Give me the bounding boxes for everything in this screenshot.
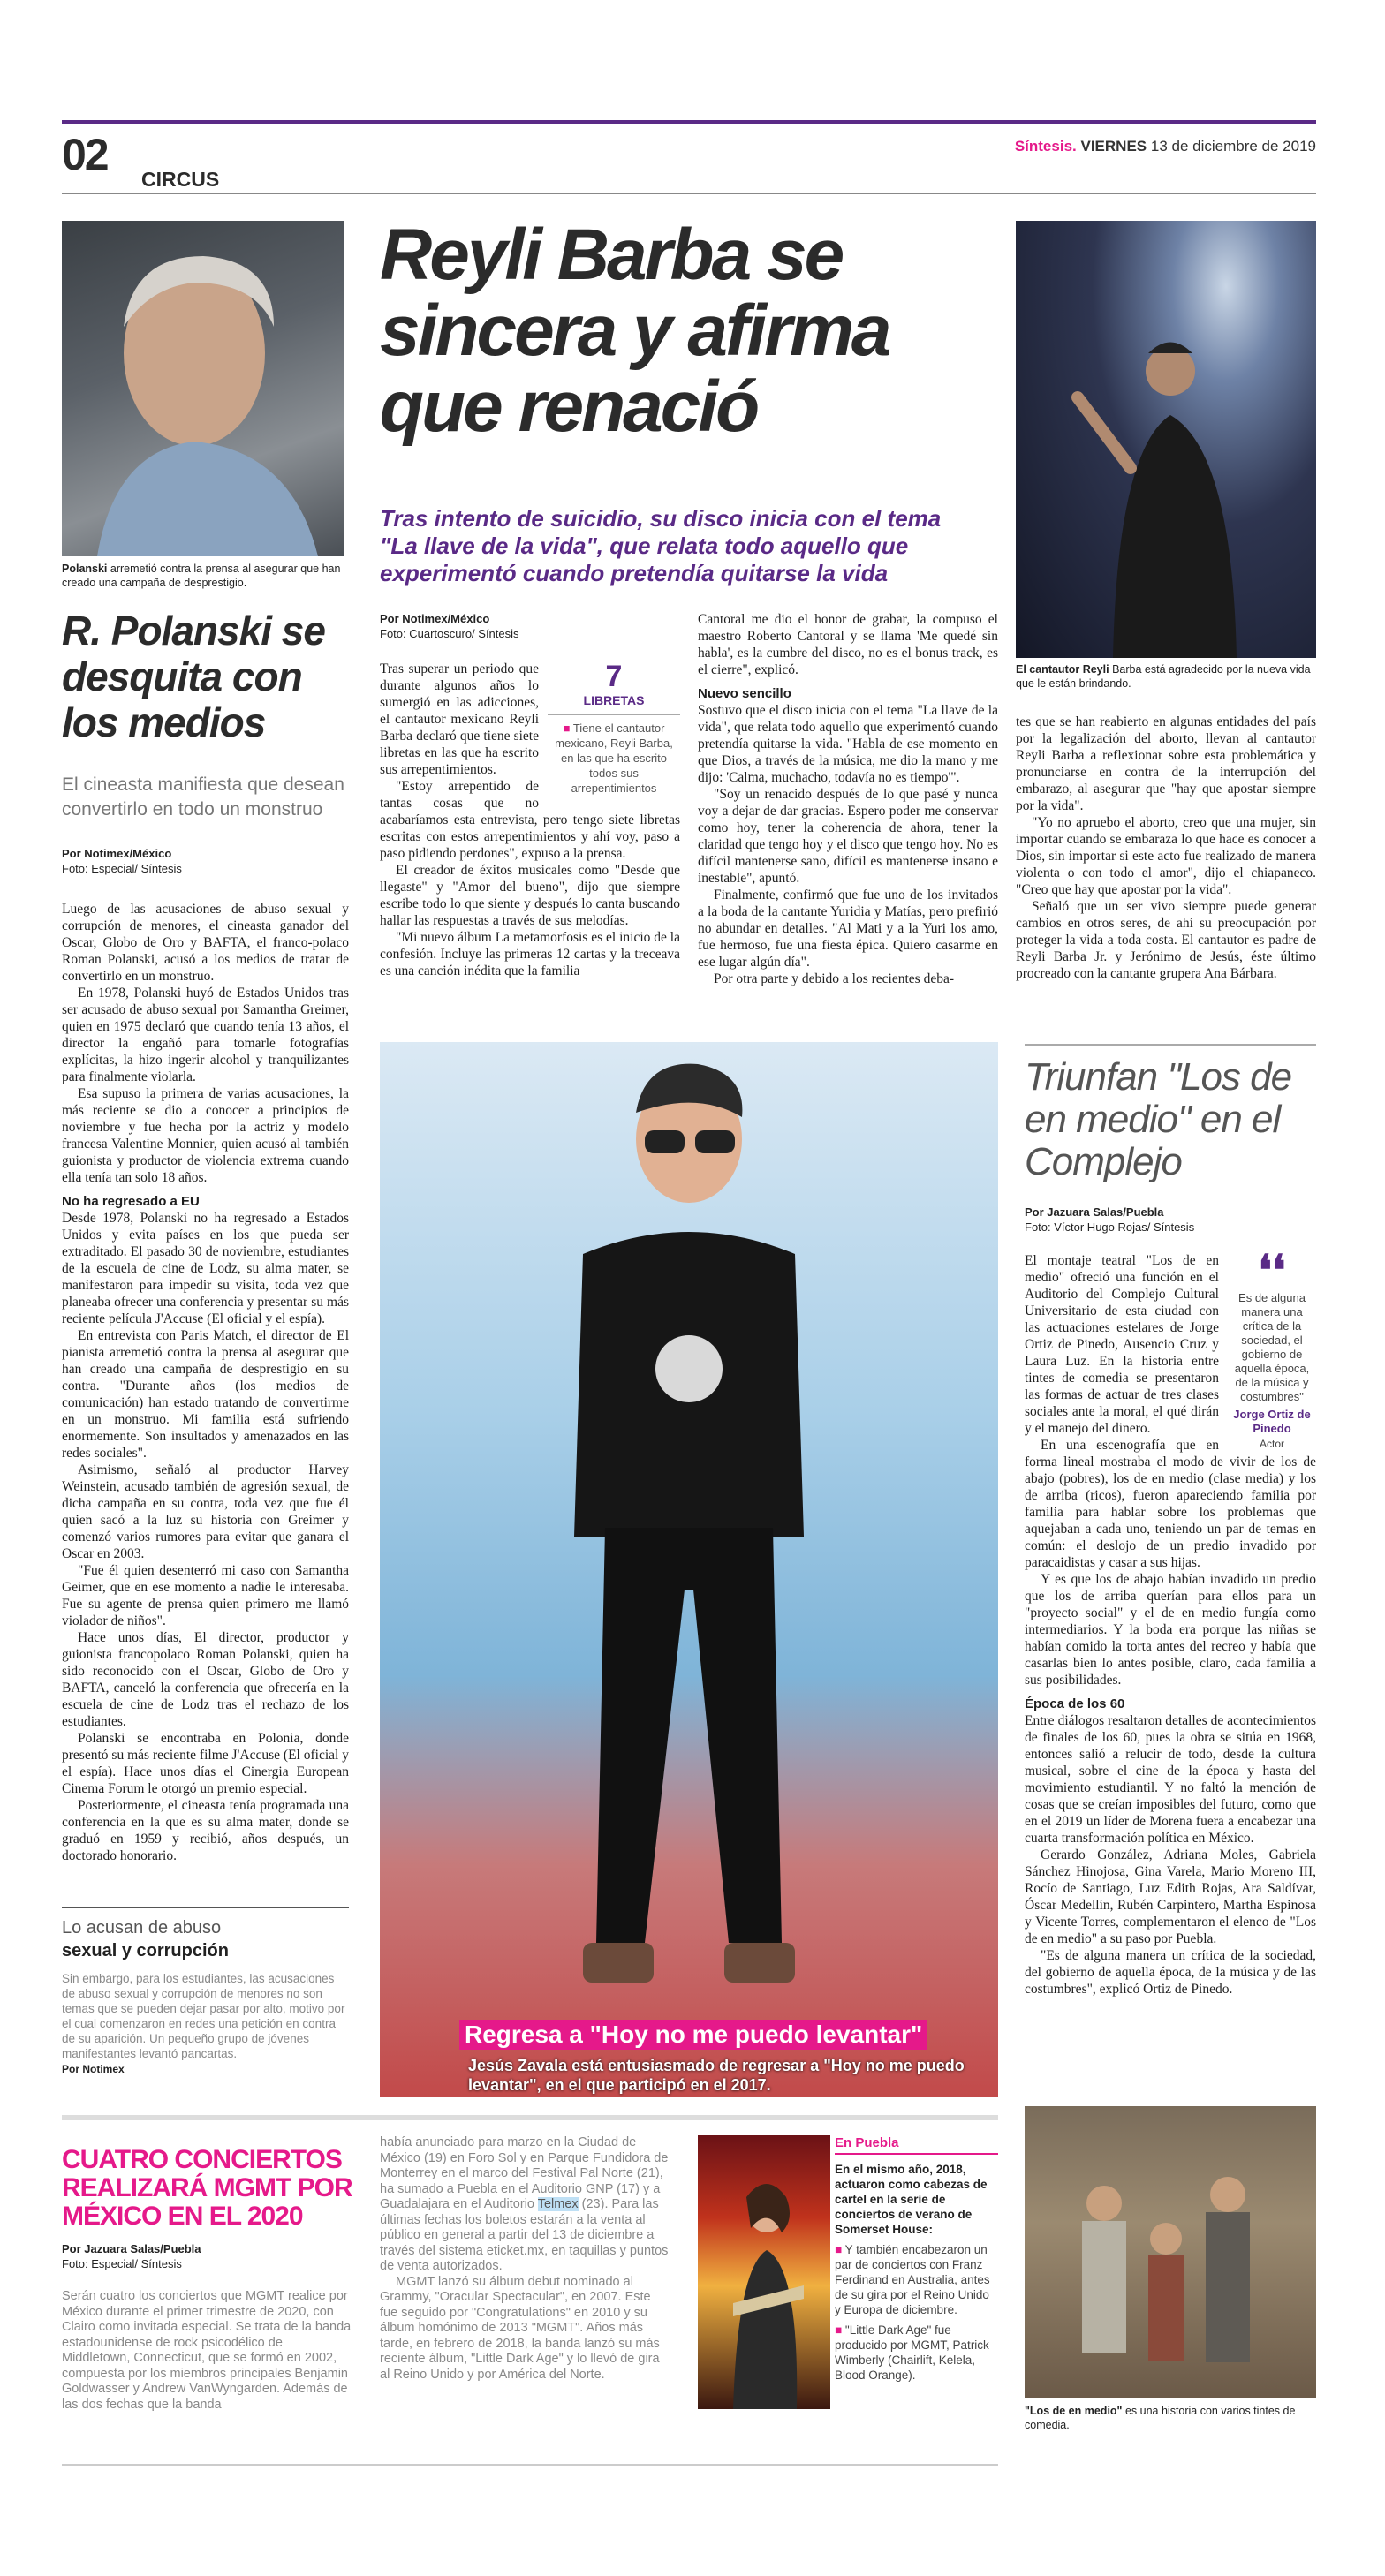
paragraph: En entrevista con Paris Match, el director de El pianista arremetió contra la prensa al asegurar que han creado una campaña de desprestigio en su contra. "Durante años (los medios de comunicación) han estado tratando de convertirme en un monstruo. Mi familia está sufriendo enormemente. Son insultados y amenazados en las redes sociales". xyxy=(62,1328,349,1461)
quote-box xyxy=(1228,1248,1316,1453)
paragraph: "Yo no apruebo el aborto, creo que una mujer, sin importar cuando se embaraza lo que hace es conocer a Dios, sin importar si este acto fue realizado de manera violenta o con todo el amor", dijo el chiapaneco. "Creo que hay que apostar por la vida". xyxy=(1016,815,1316,897)
paragraph: Asimismo, señaló al productor Harvey Weinstein, acusado también de agresión sexual, de dicha campaña en su contra, toda vez que fue él quien sacó a la luz su historia con Greimer y comenzó varios rumores para evitar que ganara el Oscar en 2003. xyxy=(62,1462,349,1561)
caption-text: arremetió contra la prensa al asegurar que han creado una campaña de desprestigio. xyxy=(62,563,341,589)
paragraph: Finalmente, confirmó que fue uno de los invitados a la boda de la cantante Yuridia y Matías, pero prefirió no abundar en detalles. "Al Mati y a la Yuri los amo, fue hermoso, fue una fiesta épica. Quiero casarme en ese lugar algún día". xyxy=(698,888,998,970)
reyli-col3 xyxy=(1016,714,1316,982)
byline-author: Por Notimex/México xyxy=(380,612,490,625)
triunfan-photo xyxy=(1025,2106,1316,2398)
header-date-line xyxy=(963,138,1316,155)
byline-photo: Foto: Especial/ Síntesis xyxy=(62,2257,182,2270)
paragraph: El montaje teatral "Los de en medio" ofreció una función en el Auditorio del Complejo Cultural Universitario de esta ciudad con las actuaciones estelares de Jorge Ortiz de Pinedo, Ausencio Cruz y Laura Luz. En la historia entre tintes de comedia se presentaron las formas de actuar de tres clases sociales ante la moral, el qué dirán y el manejo del dinero. xyxy=(1025,1253,1219,1436)
mgmt-photo xyxy=(698,2135,830,2409)
paragraph: Hace unos días, El director, productor y guionista francopolaco Roman Polanski, quien ha sido reconocido con el Oscar, Globo de Oro y BAFTA, canceló la conferencia que ofrecería en la escuela de cine de Lodz tras el rechazo de los estudiantes. xyxy=(62,1630,349,1729)
byline-photo: Foto: Víctor Hugo Rojas/ Síntesis xyxy=(1025,1220,1195,1234)
paragraph: "Estoy arrepentido de tantas cosas que no acabaríamos esta entrevista, pero tengo siete libretas escritas con estos arrepentimientos y ahí voy, paso a paso pidiendo perdones", expuso a la prensa. xyxy=(380,779,680,861)
mgmt-col2-text: (23). Para las últimas fechas los boletos estarán a la venta al público en general a partir del 13 de diciembre a través del sistema eticket.mx, en taquillas y puntos de venta autorizados. xyxy=(380,2197,669,2273)
libretas-callout xyxy=(548,661,680,796)
mgmt-col2-text: había anunciado para marzo en la Ciudad de México (19) en Foro Sol y en Parque Fundidora de Monterrey en el marco del Festival Pal Norte (21), ha sumado a Puebla en el Auditorio GNP (17) y a Guadalajara en el Auditorio xyxy=(380,2135,669,2211)
caption-bold: El cantautor Reyli xyxy=(1016,663,1109,676)
byline-author: Por Jazuara Salas/Puebla xyxy=(62,2242,201,2255)
paragraph: Polanski se encontraba en Polonia, donde presentó su más reciente filme J'Accuse (El oficial y el espía). Hace unos días el Cinergia European Cinema Forum le otorgó un premio especial. xyxy=(62,1731,349,1796)
reyli-col2 xyxy=(698,611,998,987)
paragraph: Posteriormente, el cineasta tenía programada una conferencia en la que es su alma mater, donde se graduó en 1959 y recibió, años después, un doctorado honorario. xyxy=(62,1798,349,1863)
subhead: Época de los 60 xyxy=(1025,1696,1125,1711)
top-rule xyxy=(62,120,1316,124)
polanski-photo-caption xyxy=(62,562,344,590)
paragraph: "Es de alguna manera un crítica de la sociedad, del gobierno de aquella época, de la música y de las costumbres", explicó Ortiz de Pinedo. xyxy=(1025,1948,1316,1997)
polanski-byline xyxy=(62,846,353,876)
paragraph: "Soy un renacido después de lo que pasé y nunca voy a dejar de dar gracias. Espero poder me conservar como hoy, tener la coherencia de ahora, tener la claridad que tengo hoy y el disco que tengo hoy. No es difícil mantenerse sano, difícil es mantenerse insano e inestable", apuntó. xyxy=(698,787,998,886)
bullet-icon: ■ xyxy=(563,721,573,735)
mgmt-byline xyxy=(62,2241,353,2271)
caption-text: es una historia con varios tintes de comedia. xyxy=(1025,2405,1296,2431)
quote-author: Jorge Ortiz de Pinedo xyxy=(1233,1408,1311,1435)
mgmt-headline: CUATRO CONCIERTOS REALIZARÁ MGMT POR MÉXICO EN EL 2020 xyxy=(62,2145,352,2231)
polanski-deck: El cineasta manifiesta que desean convertirlo en todo un monstruo xyxy=(62,774,344,820)
paragraph: Cantoral me dio el honor de grabar, la compuso el maestro Roberto Cantoral y se llama 'Me quedé sin habla', es la cumbre del disco, no es el bonus track, es el cierre", explicó. xyxy=(698,612,998,677)
sidebar-heading-bold: sexual y corrupción xyxy=(62,1941,229,1960)
sidebar-text: Sin embargo, para los estudiantes, las acusaciones de abuso sexual y corrupción de menores no son temas que se pueden dejar pasar por alto, motivo por el cual comenzaron en redes una petición en contra de su aparición. Un pequeño grupo de jóvenes manifestantes levantó pancartas. xyxy=(62,1972,345,2060)
box-lead: En el mismo año, 2018, actuaron como cabezas de cartel en la serie de conciertos de verano de Somerset House: xyxy=(835,2163,988,2236)
sidebar-heading-light: Lo acusan de abuso xyxy=(62,1918,222,1938)
byline-author: Por Notimex/México xyxy=(62,847,172,860)
reyli-photo xyxy=(1016,221,1316,658)
quote-role: Actor xyxy=(1259,1438,1284,1450)
zavala-photo xyxy=(380,1042,998,2097)
subhead: Nuevo sencillo xyxy=(698,686,791,701)
paragraph: "Fue él quien desenterró mi caso con Samantha Geimer, que en ese momento a nadie le interesaba. Fue su agente de prensa quien primero me llamó violador de niños". xyxy=(62,1563,349,1628)
subhead: No ha regresado a EU xyxy=(62,1194,200,1209)
zavala-caption-text: Jesús Zavala está entusiasmado de regresar a "Hoy no me puedo levantar", en el que participó en el 2017. xyxy=(468,2057,965,2094)
caption-bold: Polanski xyxy=(62,563,108,575)
mgmt-col2 xyxy=(380,2135,671,2383)
en-puebla-box xyxy=(835,2135,998,2383)
bullet-text: Y también encabezaron un par de conciertos con Franz Ferdinand en Australia, antes de su gira por el Reino Unido y Europa de diciembre. xyxy=(835,2243,990,2316)
header-day: VIERNES xyxy=(1080,138,1147,155)
quote-icon: ❛❛ xyxy=(1258,1248,1286,1295)
byline-photo: Foto: Cuartoscuro/ Síntesis xyxy=(380,627,519,640)
reyli-headline: Reyli Barba se sincera y afirma que renació xyxy=(380,215,889,447)
paragraph: Tras superar un periodo que durante algunos años lo sumergió en las adicciones, el cantautor mexicano Reyli Barba declaró que tiene siete libretas en las que ha escrito sus arrepentimientos. xyxy=(380,661,539,777)
caption-text: Barba está agradecido por la nueva vida que le están brindando. xyxy=(1016,663,1311,690)
triunfan-photo-caption xyxy=(1025,2404,1316,2432)
footer-rule xyxy=(62,2464,998,2466)
triunfan-body xyxy=(1025,1248,1316,1998)
zavala-caption-title: Regresa a "Hoy no me puedo levantar" xyxy=(459,2020,927,2050)
paragraph: El creador de éxitos musicales como "Desde que llegaste" y "Amor del bueno", dijo que siempre escribe todo lo que siente y después lo canta buscando hallar las respuestas a través de sus melodías. xyxy=(380,863,680,928)
sidebar-byline: Por Notimex xyxy=(62,2063,125,2075)
page-number: 02 xyxy=(62,130,108,179)
paragraph: En una escenografía que en forma lineal mostraba el modo de vivir de los de abajo (pobres), los de en medio (clase media) y los de arriba (ricos), fueron apareciendo familia por familia para hablar sobre los problemas que aquejaban a cada uno, teniendo un par de temas en común: el deslojo de un predio invadido por paracaidistas y casar a sus hijas. xyxy=(1025,1438,1316,1570)
telmex-highlight: Telmex xyxy=(537,2197,579,2211)
box-title: En Puebla xyxy=(835,2135,998,2155)
reyli-photo-caption xyxy=(1016,662,1316,691)
polanski-headline: R. Polanski se desquita con los medios xyxy=(62,608,325,745)
callout-number: 7 xyxy=(605,660,623,693)
paragraph: Entre diálogos resaltaron detalles de acontecimientos de finales de los 60, pues la obra se sitúa en 1968, entonces salió a relucir de todo, desde la cultura musical, sobre el cine de la época y hasta del movimiento estudiantil. Y no faltó la mención de cosas que se creían imposibles del futuro, como que en el 2019 un líder de Morena fuera a encabezar una cuarta transformación política en México. xyxy=(1025,1713,1316,1846)
paragraph: "Mi nuevo álbum La metamorfosis es el inicio de la confesión. Incluye las primeras 12 cartas y la treceava es una canción inédita que la familia xyxy=(380,930,680,978)
paragraph: Gerardo González, Adriana Moles, Gabriela Sánchez Hinojosa, Gina Varela, Mario Moreno III, Rocío de Santiago, Luz Edith Rojas, Ara Saldívar, Óscar Medellín, Rubén Carpintero, Martha Espinosa y Vicente Torres, complementaron el elenco de "Los de en medio" a su paso por Puebla. xyxy=(1025,1847,1316,1946)
polanski-body xyxy=(62,901,349,1864)
paragraph: Luego de las acusaciones de abuso sexual y corrupción de menores, el cineasta ganador del Oscar, Globo de Oro y BAFTA, el franco-polaco Roman Polanski, acusó a los medios de tratar de convertirlo en un monstruo. xyxy=(62,902,349,984)
triunfan-rule xyxy=(1025,1044,1316,1046)
caption-bold: "Los de en medio" xyxy=(1025,2405,1123,2417)
bullet-icon: ■ xyxy=(835,2323,845,2337)
paragraph: En 1978, Polanski huyó de Estados Unidos tras ser acusado de abuso sexual por Samantha Greimer, quien en 1975 declaró que cuando tenía 13 años, el director la engañó para tomarle fotografías explícitas, la hizo ingerir alcohol y tranquilizantes para finalmente violarla. xyxy=(62,986,349,1084)
mgmt-rule xyxy=(62,2115,998,2120)
sidebar-rule xyxy=(62,1907,349,1908)
mgmt-col1: Serán cuatro los conciertos que MGMT realice por México durante el primer trimestre de 2020, con Clairo como invitada especial. Se trata de la banda estadounidense de rock psicodélico de Middletown, Connecticut, que se formó en 2002, compuesta por los miembros principales Benjamin Goldwasser y Andrew VanWyngarden. Además de las dos fechas que la banda xyxy=(62,2289,352,2412)
byline-author: Por Jazuara Salas/Puebla xyxy=(1025,1205,1164,1219)
paragraph: tes que se han reabierto en algunas entidades del país por la legalización del aborto, llevan al cantautor Reyli Barba a reflexionar sobre esta problemática y pronunciarse en contra de la interrupción del embarazo, al asegurar que "hay que apostar siempre por la vida". xyxy=(1016,714,1316,813)
box-bullet xyxy=(835,2242,998,2317)
callout-text: Tiene el cantautor mexicano, Reyli Barba, en las que ha escrito todos sus arrepentimientos xyxy=(555,721,673,795)
mgmt-col2-para: MGMT lanzó su álbum debut nominado al Grammy, "Oracular Spectacular", en 2007. Este fue seguido por "Congratulations" en 2010 y su álbum homónimo de 2013 "MGMT". Años más tarde, en febrero de 2018, la banda lanzó su más reciente álbum, "Little Dark Age" y lo llevó de gira al Reino Unido y por América del Norte. xyxy=(380,2274,660,2382)
paragraph: Y es que los de abajo habían invadido un predio que los de arriba querían para ellos para un "proyecto social" y el de en medio fungía como intermediarios. Y la boda era porque las niñas se habían comido la torta antes del recreo y había que casarlas bien lo antes posible, claro, cada familia a sus posibilidades. xyxy=(1025,1572,1316,1688)
box-bullet xyxy=(835,2323,998,2383)
paragraph: Por otra parte y debido a los recientes deba- xyxy=(714,971,955,986)
byline-photo: Foto: Especial/ Síntesis xyxy=(62,862,182,875)
header-rule xyxy=(62,193,1316,194)
brand-name: Síntesis. xyxy=(1014,138,1077,155)
reyli-byline xyxy=(380,611,645,641)
reyli-deck: Tras intento de suicidio, su disco inicia con el tema "La llave de la vida", que relata todo aquello que experimentó cuando pretendía quitarse la vida xyxy=(380,505,942,586)
paragraph: Señaló que un ser vivo siempre puede generar cambios en otros seres, de ahí su preocupación por proteger la vida a toda costa. El cantautor es padre de Reyli Barba Jr. y Jerónimo de Jesús, éste último procreado con la cantante grupera Ana Bárbara. xyxy=(1016,899,1316,981)
header-date: 13 de diciembre de 2019 xyxy=(1150,138,1316,155)
triunfan-headline: Triunfan "Los de en medio" en el Complejo xyxy=(1025,1055,1292,1183)
paragraph: Esa supuso la primera de varias acusaciones, la más reciente se dio a conocer a principios de noviembre y fue hecha por la actriz y modelo francesa Valentine Monnier, quien acusó al también guionista y productor de violencia extrema cuando ella tenía tan solo 18 años. xyxy=(62,1086,349,1185)
reyli-col1 xyxy=(380,661,680,979)
quote-text: Es de alguna manera una crítica de la sociedad, el gobierno de aquella época, de la música y costumbres" xyxy=(1234,1291,1310,1403)
bullet-icon: ■ xyxy=(835,2243,845,2256)
polanski-photo xyxy=(62,221,344,556)
callout-label: LIBRETAS xyxy=(548,692,680,715)
section-name: CIRCUS xyxy=(141,168,220,191)
triunfan-byline xyxy=(1025,1205,1316,1235)
bullet-text: "Little Dark Age" fue producido por MGMT, Patrick Wimberly (Chairlift, Kelela, Blood Orange). xyxy=(835,2323,989,2382)
paragraph: Sostuvo que el disco inicia con el tema "La llave de la vida", que relata todo aquello que experimentó cuando pretendía quitarse la vida. "Habla de ese momento en que Dios, a través de la música, me dio la mano y me dijo: 'Calma, muchacho, todavía no es tiempo'". xyxy=(698,703,998,785)
paragraph: Desde 1978, Polanski no ha regresado a Estados Unidos y evita países en los que pueda ser extraditado. El pasado 30 de noviembre, estudiantes de la escuela de cine de Lodz, su alma mater, se manifestaron para impedir su visita, toda vez que planeaba ofrecer una conferencia y presentar su más reciente película J'Accuse (El oficial y el espía). xyxy=(62,1211,349,1326)
